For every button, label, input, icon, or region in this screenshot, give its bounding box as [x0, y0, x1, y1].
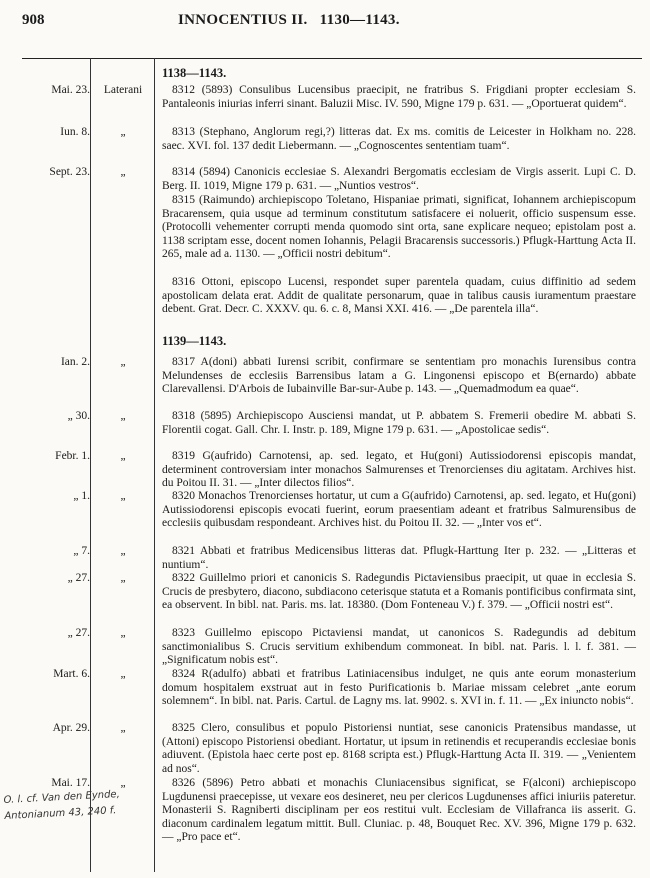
row-date: „ 27.: [67, 572, 90, 584]
row-date: Iun. 8.: [60, 126, 90, 138]
row-place: „: [120, 166, 126, 178]
regest-entry: 8314 (5894) Canonicis ecclesiae S. Alexandri Bergomatis ecclesiam de Virgis asserit. Lupi C. D. Berg. II. 1019, Migne 179 p. 631. — „Nuntios vestros“.: [162, 166, 636, 192]
row-date: Mart. 6.: [53, 668, 90, 680]
running-title: INNOCENTIUS II. 1130—1143.: [178, 12, 400, 28]
regest-entry: 8322 Guillelmo priori et canonicis S. Radegundis Pictaviensibus praecipit, ut quae in ecclesia S. Crucis de presbytero, diacono, subdiacono ceterisque statuta et a Romanis pontificibus confirmata sint, ea observent. In bibl. nat. Paris. ms. lat. 18380. (Dom Fonteneau V.) f. 379. — „Officii nostri est“.: [162, 572, 636, 612]
row-place: „: [120, 410, 126, 422]
regest-entry: 8319 G(aufrido) Carnotensi, ap. sed. legato, et Hu(goni) Autissiodorensi episcopis mandat, determinent controversiam inter monachos Salmurenses et Trenorcienses diu agitatam. Archives hist. du Poitou II. 31. — „Inter dilectos filios“.: [162, 450, 636, 490]
column-rule-date: [90, 58, 91, 872]
regest-entry: 8320 Monachos Trenorcienses hortatur, ut cum a G(aufrido) Carnotensi, ap. sed. legato, et Hu(goni) Autissiodorensi episcopis evocati fuerint, eorum praesentiam adeant et fratribus Salmurensibus de ecclesiis quibusdam respondeant. Archives hist. du Poitou II. 32. — „Inter vos et“.: [162, 490, 636, 530]
row-place: „: [120, 572, 126, 584]
row-place: „: [120, 490, 126, 502]
row-date: „ 30.: [67, 410, 90, 422]
header-rule: [22, 58, 642, 59]
row-date: Mai. 17.: [51, 777, 90, 789]
regest-entry: 8313 (Stephano, Anglorum regi,?) litteras dat. Ex ms. comitis de Leicester in Holkham no. 228. saec. XVI. fol. 137 dedit Liebermann. — „Cognoscentes sententiam tuam“.: [162, 126, 636, 152]
regest-entry: 8321 Abbati et fratribus Medicensibus litteras dat. Pflugk-Harttung Iter p. 232. — „Litteras et nuntium“.: [162, 545, 636, 571]
regest-entry: 8325 Clero, consulibus et populo Pistoriensi nuntiat, sese canonicis Pratensibus mandasse, ut (Attoni) episcopo Pistoriensi obediant. Hortatur, ut ipsum in retinendis et recuperandis ecclesiae bonis adiuvent. (Epistola haec certe post ep. 8168 scripta est.) Pflugk-Harttung Acta II. 319. — „Venientem ad nos“.: [162, 722, 636, 775]
row-date: „ 27.: [67, 627, 90, 639]
section-heading: 1138—1143.: [162, 66, 227, 80]
row-date: Ian. 2.: [60, 356, 90, 368]
regest-entry: 8312 (5893) Consulibus Lucensibus praecipit, ne fratribus S. Frigdiani propter ecclesiam S. Pantaleonis iniurias inferri sinant. Baluzii Misc. IV. 590, Migne 179 p. 631. — „Oportuerat quidem“.: [162, 84, 636, 110]
row-date: Mai. 23.: [51, 84, 90, 96]
row-place: „: [120, 126, 126, 138]
row-place: „: [120, 777, 126, 789]
regest-entry: 8318 (5895) Archiepiscopo Ausciensi mandat, ut P. abbatem S. Fremerii obedire M. abbati S. Florentii cogat. Gall. Chr. I. Instr. p. 189, Migne 179 p. 631. — „Apostolicae sedis“.: [162, 410, 636, 436]
row-date: Sept. 23.: [49, 166, 90, 178]
handwritten-line: Antonianum 43, 240 f.: [4, 805, 117, 823]
column-rule-place: [154, 58, 155, 872]
row-place: „: [120, 627, 126, 639]
regest-entry: 8326 (5896) Petro abbati et monachis Cluniacensibus significat, se F(alconi) archiepiscopo Lugdunensi praecepisse, ut vexare eos desineret, neu per clericos Lugdunenses affici iniuriis pateretur. Monasterii S. Ragniberti disciplinam per eos restitui vult. Ecclesiam de Villafranca iis asserit. G. diaconum cardinalem legatum mittit. Bull. Cluniac. p. 48, Bouquet Rec. XV. 396, Migne 179 p. 632. — „Pro pace et“.: [162, 777, 636, 844]
regest-entry: 8315 (Raimundo) archiepiscopo Toletano, Hispaniae primati, significat, Iohannem archiepiscopum Bracarensem, quia usque ad terminum constitutum satisfacere ei noluerit, officio suspensum esse. (Protocolli vehementer corrupti menda quomodo sint orta, sane explicare nequeo; epistolam post a. 1138 scriptam esse, docent nomen Iohannis, Pelagii Bracarensis successoris.) Pflugk-Harttung Acta II. 265, male ad a. 1130. — „Officii nostri debitum“.: [162, 194, 636, 261]
regest-entry: 8323 Guillelmo episcopo Pictaviensi mandat, ut canonicos S. Radegundis ad debitum sanctimonialibus S. Crucis servitium exhibendum commoneat. In bibl. nat. Paris. l. l. f. 381. — „Significatum nobis est“.: [162, 627, 636, 667]
handwritten-annotation: [3, 787, 121, 825]
regest-entry: 8324 R(adulfo) abbati et fratribus Latiniacensibus indulget, ne quis ante eorum monasterium domum hospitalem exstruat aut in festo Purificationis b. Mariae missam celebret „ante eorum solemnem“. In bibl. nat. Paris. Cartul. de Lagny ms. lat. 9902. s. XVI in. f. 11. — „Ex iniuncto nobis“.: [162, 668, 636, 708]
row-place: „: [120, 356, 126, 368]
row-place: „: [120, 722, 126, 734]
row-place: „: [120, 668, 126, 680]
regest-entry: 8316 Ottoni, episcopo Lucensi, respondet super parentela quadam, cuius diffinitio ad sedem apostolicam delata erat. Addit de qualitate personarum, quae in talibus causis iuramentum praestare debent. Grat. Decr. C. XXXV. qu. 6. c. 8, Mansi XXI. 416. — „De parentela illa“.: [162, 276, 636, 316]
row-date: Febr. 1.: [55, 450, 90, 462]
regest-entry: 8317 A(doni) abbati Iurensi scribit, confirmare se sententiam pro monachis Iurensibus contra Melundenses de ecclesiis Barrensibus latam a G. Lingonensi episcopo et B(ernardo) abbate Clarevallensi. D'Arbois de Iubainville Bar-sur-Aube p. 143. — „Quemadmodum ea quae“.: [162, 356, 636, 396]
page-header: [0, 8, 650, 30]
page-number: 908: [22, 12, 45, 28]
row-date: „ 7.: [73, 545, 90, 557]
section-heading: 1139—1143.: [162, 334, 227, 348]
handwritten-line: O. l. cf. Van den Eynde,: [3, 788, 121, 807]
row-date: Apr. 29.: [52, 722, 90, 734]
row-place: Laterani: [103, 84, 143, 96]
row-place: „: [120, 545, 126, 557]
row-date: „ 1.: [73, 490, 90, 502]
row-place: „: [120, 450, 126, 462]
